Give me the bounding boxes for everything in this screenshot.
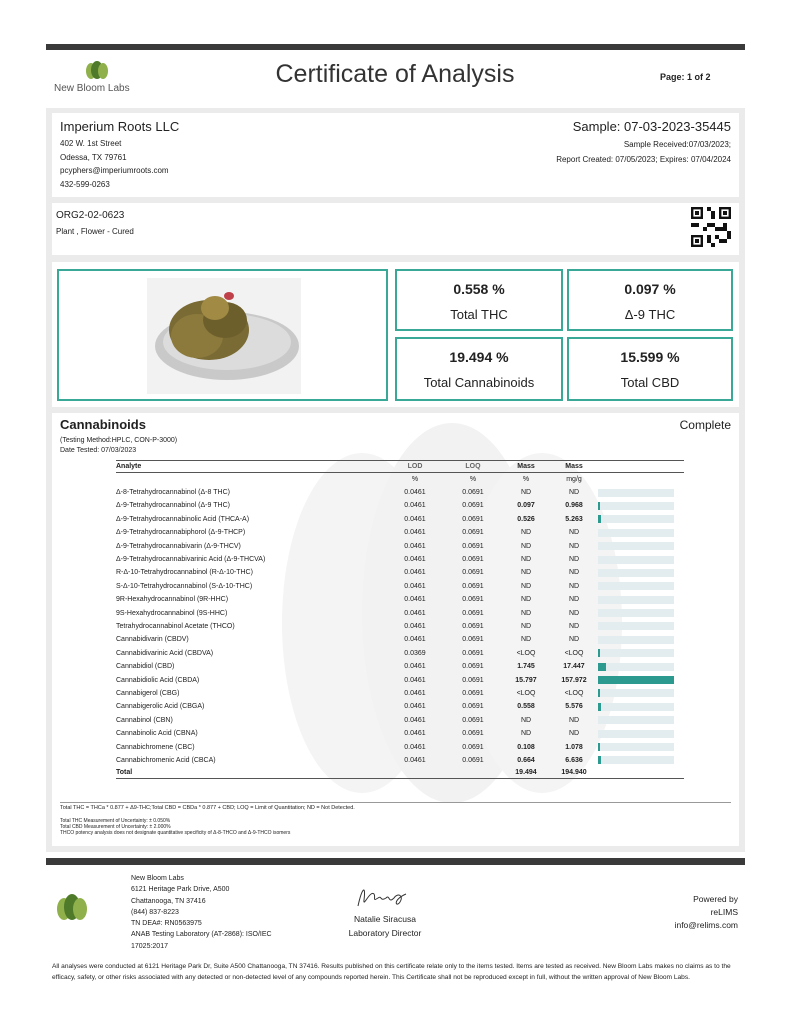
- loq-value: 0.0691: [462, 636, 484, 644]
- mass-pct-value: ND: [520, 556, 532, 564]
- lab-address-block: [131, 873, 272, 952]
- thco-note: THCO potency analysis does not designate quantitative specificity of Δ-8-THCO and Δ-9-THCO isomers: [60, 830, 291, 836]
- total-cannabinoids-value: 19.494 %: [449, 349, 509, 365]
- lod-value: 0.0461: [404, 703, 426, 711]
- notes-divider: [60, 802, 731, 803]
- disclaimer: All analyses were conducted at 6121 Heritage Park Dr, Suite A500 Chattanooga, TN 37416. Results published on this certificate relate only to the items tested. Items are tested as received. New Bloom Labs makes no claims as to the efficacy, safety, or other risks associated with any detected or non-detected level of any compounds reported herein. This Certificate shall not be reproduced except in full, without the written approval of New Bloom Labs.: [52, 963, 731, 981]
- sample-photo-frame: [57, 269, 388, 401]
- unit-loq: %: [469, 475, 477, 483]
- mass-mg-value: 157.972: [561, 676, 587, 684]
- analyte-name: Δ-9-Tetrahydrocannabinolic Acid (THCA-A): [116, 515, 250, 523]
- lod-value: 0.0461: [404, 609, 426, 617]
- mass-pct-value: ND: [520, 529, 532, 537]
- lod-value: 0.0461: [404, 596, 426, 604]
- analyte-name: Cannabichromenic Acid (CBCA): [116, 756, 216, 764]
- testing-method: (Testing Method:HPLC, CON-P-3000): [60, 437, 178, 444]
- concentration-bar-fill: [598, 649, 600, 657]
- concentration-bar: [598, 609, 674, 617]
- report-dates: Report Created: 07/05/2023; Expires: 07/04/2024: [556, 155, 731, 164]
- mass-mg-value: 5.576: [565, 703, 583, 711]
- lod-value: 0.0461: [404, 663, 426, 671]
- concentration-bar-fill: [598, 663, 606, 671]
- concentration-bar-fill: [598, 756, 601, 764]
- mass-mg-value: ND: [568, 489, 580, 497]
- loq-value: 0.0691: [462, 515, 484, 523]
- analyte-name: S-Δ-10-Tetrahydrocannabinol (S-Δ-10-THC): [116, 582, 253, 590]
- mass-pct-value: 0.108: [517, 743, 535, 751]
- concentration-bar: [598, 542, 674, 550]
- mass-mg-value: ND: [568, 556, 580, 564]
- mass-pct-value: ND: [520, 716, 532, 724]
- d9-thc-value: 0.097 %: [624, 281, 676, 297]
- bottom-bar: [46, 858, 745, 865]
- mass-pct-value: ND: [520, 609, 532, 617]
- mass-pct-value: 0.526: [517, 515, 535, 523]
- loq-value: 0.0691: [462, 609, 484, 617]
- loq-value: 0.0691: [462, 569, 484, 577]
- cannabinoids-table-body: [116, 473, 684, 779]
- mass-mg-value: ND: [568, 596, 580, 604]
- concentration-bar: [598, 515, 674, 523]
- lod-value: 0.0461: [404, 676, 426, 684]
- lod-value: 0.0461: [404, 689, 426, 697]
- analyte-name: Tetrahydrocannabinol Acetate (THCO): [116, 622, 235, 630]
- mass-mg-value: 0.968: [565, 502, 583, 510]
- mass-pct-value: 0.097: [517, 502, 535, 510]
- col-mass-mg: Mass: [550, 461, 598, 473]
- table-row: [116, 580, 684, 593]
- mass-mg-value: 1.078: [565, 743, 583, 751]
- loq-value: 0.0691: [462, 542, 484, 550]
- mass-mg-value: ND: [568, 542, 580, 550]
- units-row: [116, 473, 684, 486]
- d9-thc-card: [567, 269, 733, 331]
- sample-id: Sample: 07-03-2023-35445: [572, 119, 731, 134]
- concentration-bar: [598, 689, 674, 697]
- analyte-name: Cannabinol (CBN): [116, 716, 173, 724]
- loq-value: 0.0691: [462, 649, 484, 657]
- mass-pct-value: <LOQ: [516, 689, 536, 697]
- loq-value: 0.0691: [462, 663, 484, 671]
- analyte-name: 9S-Hexahydrocannabinol (9S-HHC): [116, 609, 228, 617]
- total-cbd-card: [567, 337, 733, 401]
- lod-value: 0.0461: [404, 489, 426, 497]
- concentration-bar-fill: [598, 743, 600, 751]
- page-title: Certificate of Analysis: [275, 60, 515, 88]
- total-row: [116, 767, 684, 778]
- mass-mg-value: ND: [568, 569, 580, 577]
- powered-by-label: Powered by: [693, 894, 738, 904]
- table-row: [116, 539, 684, 552]
- client-city: Odessa, TX 79761: [60, 153, 127, 162]
- loq-value: 0.0691: [462, 582, 484, 590]
- lod-value: 0.0461: [404, 743, 426, 751]
- table-row: [116, 673, 684, 686]
- cannabinoids-table: [116, 460, 684, 779]
- mass-mg-value: <LOQ: [564, 689, 584, 697]
- loq-value: 0.0691: [462, 502, 484, 510]
- formula-note: Total THC = THCa * 0.877 + Δ9-THC;Total CBD = CBDa * 0.877 + CBD; LOQ = Limit of Quantitation; ND = Not Detected.: [60, 805, 355, 811]
- table-row: [116, 593, 684, 606]
- total-mg: 194.940: [550, 767, 598, 778]
- sample-matrix: Plant , Flower - Cured: [56, 227, 134, 236]
- page-number: Page: 1 of 2: [660, 72, 711, 82]
- relims-email: info@relims.com: [674, 920, 738, 930]
- lod-value: 0.0461: [404, 569, 426, 577]
- concentration-bar: [598, 622, 674, 630]
- concentration-bar-fill: [598, 502, 600, 510]
- lod-value: 0.0461: [404, 730, 426, 738]
- client-name: Imperium Roots LLC: [60, 119, 180, 134]
- mass-pct-value: <LOQ: [516, 649, 536, 657]
- mass-pct-value: ND: [520, 596, 532, 604]
- footer-anab: ANAB Testing Laboratory (AT-2868): ISO/IEC: [131, 931, 272, 939]
- mass-pct-value: 15.797: [515, 676, 537, 684]
- unit-mass-pct: %: [522, 475, 530, 483]
- table-row: [116, 754, 684, 767]
- loq-value: 0.0691: [462, 703, 484, 711]
- table-row: [116, 727, 684, 740]
- mass-pct-value: 0.558: [517, 703, 535, 711]
- client-email: pcyphers@imperiumroots.com: [60, 166, 169, 175]
- footer-address2: Chattanooga, TN 37416: [131, 897, 206, 905]
- lod-value: 0.0461: [404, 542, 426, 550]
- sample-photo: [147, 278, 301, 394]
- signer-name: Natalie Siracusa: [354, 914, 416, 924]
- mass-mg-value: ND: [568, 582, 580, 590]
- table-row: [116, 553, 684, 566]
- analyte-name: Cannabigerolic Acid (CBGA): [116, 703, 205, 711]
- analyte-name: Cannabichromene (CBC): [116, 743, 195, 751]
- table-row: [116, 647, 684, 660]
- table-row: [116, 714, 684, 727]
- lod-value: 0.0461: [404, 622, 426, 630]
- analyte-name: Δ-9-Tetrahydrocannabivarin (Δ-9-THCV): [116, 542, 241, 550]
- table-row: [116, 687, 684, 700]
- signature-image: [352, 880, 412, 914]
- concentration-bar: [598, 756, 674, 764]
- relims-name: reLIMS: [710, 907, 738, 917]
- table-row: [116, 740, 684, 753]
- analysis-status: Complete: [679, 418, 731, 432]
- loq-value: 0.0691: [462, 622, 484, 630]
- total-cbd-value: 15.599 %: [620, 349, 680, 365]
- loq-value: 0.0691: [462, 489, 484, 497]
- table-header-row: [116, 461, 684, 473]
- analyte-name: Cannabinolic Acid (CBNA): [116, 730, 198, 738]
- footer-dea: TN DEA#: RN0563975: [131, 920, 202, 928]
- total-label: Total: [116, 767, 386, 778]
- client-phone: 432-599-0263: [60, 180, 110, 189]
- total-cbd-label: Total CBD: [620, 375, 680, 390]
- concentration-bar: [598, 730, 674, 738]
- lod-value: 0.0461: [404, 636, 426, 644]
- analyte-name: Δ-9-Tetrahydrocannabinol (Δ-9 THC): [116, 502, 231, 510]
- mass-pct-value: ND: [520, 730, 532, 738]
- concentration-bar: [598, 556, 674, 564]
- analyte-name: Cannabigerol (CBG): [116, 689, 180, 697]
- mass-mg-value: ND: [568, 716, 580, 724]
- total-cannabinoids-card: [395, 337, 563, 401]
- client-panel: [52, 113, 739, 197]
- concentration-bar: [598, 502, 674, 510]
- col-loq: LOQ: [444, 461, 502, 473]
- table-row: [116, 499, 684, 512]
- d9-thc-label: Δ-9 THC: [624, 307, 676, 322]
- loq-value: 0.0691: [462, 716, 484, 724]
- footer-lab-name: New Bloom Labs: [131, 875, 184, 882]
- lod-value: 0.0461: [404, 756, 426, 764]
- analyte-name: Δ-9-Tetrahydrocannabivarinic Acid (Δ-9-THCVA): [116, 556, 266, 564]
- concentration-bar: [598, 582, 674, 590]
- loq-value: 0.0691: [462, 743, 484, 751]
- loq-value: 0.0691: [462, 596, 484, 604]
- concentration-bar: [598, 596, 674, 604]
- table-row: [116, 620, 684, 633]
- analyte-name: R-Δ-10-Tetrahydrocannabinol (R-Δ-10-THC): [116, 569, 253, 577]
- cbd-uncertainty: Total CBD Measurement of Uncertainty: ± 2.000%: [60, 824, 171, 830]
- concentration-bar: [598, 703, 674, 711]
- mass-mg-value: ND: [568, 529, 580, 537]
- client-street: 402 W. 1st Street: [60, 139, 122, 148]
- mass-pct-value: ND: [520, 582, 532, 590]
- batch-panel: [52, 203, 739, 255]
- mass-mg-value: <LOQ: [564, 649, 584, 657]
- concentration-bar: [598, 636, 674, 644]
- loq-value: 0.0691: [462, 529, 484, 537]
- concentration-bar: [598, 716, 674, 724]
- lod-value: 0.0461: [404, 529, 426, 537]
- footer-leaf-logo-icon: [52, 893, 92, 923]
- footer-iso: 17025:2017: [131, 942, 168, 950]
- loq-value: 0.0691: [462, 730, 484, 738]
- analyte-name: 9R-Hexahydrocannabinol (9R-HHC): [116, 596, 229, 604]
- lab-logo-text: New Bloom Labs: [54, 83, 130, 94]
- analyte-name: Δ-8-Tetrahydrocannabinol (Δ-8 THC): [116, 489, 231, 497]
- mass-pct-value: ND: [520, 636, 532, 644]
- qr-code-icon: [691, 207, 731, 247]
- mass-mg-value: 5.263: [565, 515, 583, 523]
- leaf-logo-icon: [82, 60, 112, 82]
- concentration-bar-fill: [598, 689, 600, 697]
- unit-lod: %: [411, 475, 419, 483]
- total-pct: 19.494: [502, 767, 550, 778]
- mass-mg-value: ND: [568, 622, 580, 630]
- total-thc-value: 0.558 %: [453, 281, 505, 297]
- lod-value: 0.0461: [404, 556, 426, 564]
- concentration-bar: [598, 489, 674, 497]
- concentration-bar: [598, 743, 674, 751]
- mass-mg-value: 6.636: [565, 756, 583, 764]
- analyte-name: Δ-9-Tetrahydrocannabiphorol (Δ-9-THCP): [116, 529, 246, 537]
- concentration-bar: [598, 676, 674, 684]
- top-bar: [46, 44, 745, 50]
- sample-received: Sample Received:07/03/2023;: [623, 140, 731, 149]
- loq-value: 0.0691: [462, 676, 484, 684]
- powered-by-block: [640, 893, 738, 932]
- concentration-bar-fill: [598, 703, 601, 711]
- lod-value: 0.0369: [404, 649, 426, 657]
- total-cannabinoids-label: Total Cannabinoids: [423, 375, 535, 390]
- concentration-bar: [598, 663, 674, 671]
- loq-value: 0.0691: [462, 689, 484, 697]
- table-row: [116, 513, 684, 526]
- table-row: [116, 660, 684, 673]
- col-lod: LOD: [386, 461, 444, 473]
- mass-pct-value: ND: [520, 542, 532, 550]
- footer-address1: 6121 Heritage Park Drive, A500: [131, 886, 230, 894]
- concentration-bar: [598, 569, 674, 577]
- analyte-name: Cannabidivarinic Acid (CBDVA): [116, 649, 214, 657]
- table-row: [116, 633, 684, 646]
- col-analyte: Analyte: [116, 461, 386, 473]
- lod-value: 0.0461: [404, 515, 426, 523]
- mass-pct-value: ND: [520, 622, 532, 630]
- loq-value: 0.0691: [462, 556, 484, 564]
- analyte-name: Cannabidivarin (CBDV): [116, 636, 189, 644]
- total-thc-label: Total THC: [450, 307, 508, 322]
- concentration-bar-fill: [598, 515, 601, 523]
- mass-mg-value: ND: [568, 730, 580, 738]
- table-row: [116, 486, 684, 499]
- uncertainty-notes: [60, 818, 290, 836]
- concentration-bar: [598, 529, 674, 537]
- table-row: [116, 566, 684, 579]
- col-bar: [598, 461, 684, 473]
- col-mass-pct: Mass: [502, 461, 550, 473]
- mass-mg-value: 17.447: [563, 663, 585, 671]
- mass-pct-value: ND: [520, 569, 532, 577]
- signer-title: Laboratory Director: [348, 928, 422, 938]
- date-tested: Date Tested: 07/03/2023: [60, 447, 137, 454]
- concentration-bar-fill: [598, 676, 674, 684]
- loq-value: 0.0691: [462, 756, 484, 764]
- table-row: [116, 606, 684, 619]
- unit-mass-mg: mg/g: [566, 475, 582, 483]
- mass-mg-value: ND: [568, 636, 580, 644]
- mass-pct-value: 0.664: [517, 756, 535, 764]
- footer-phone: (844) 837-8223: [131, 908, 179, 916]
- batch-id: ORG2-02-0623: [56, 210, 125, 221]
- lod-value: 0.0461: [404, 716, 426, 724]
- thc-uncertainty: Total THC Measurement of Uncertainty: ± 0.050%: [60, 818, 171, 824]
- table-row: [116, 526, 684, 539]
- concentration-bar: [598, 649, 674, 657]
- lod-value: 0.0461: [404, 502, 426, 510]
- table-row: [116, 700, 684, 713]
- lod-value: 0.0461: [404, 582, 426, 590]
- total-thc-card: [395, 269, 563, 331]
- mass-pct-value: ND: [520, 489, 532, 497]
- analyte-name: Cannabidiolic Acid (CBDA): [116, 676, 200, 684]
- mass-mg-value: ND: [568, 609, 580, 617]
- analyte-name: Cannabidiol (CBD): [116, 663, 175, 671]
- cannabinoids-title: Cannabinoids: [60, 417, 146, 432]
- mass-pct-value: 1.745: [517, 663, 535, 671]
